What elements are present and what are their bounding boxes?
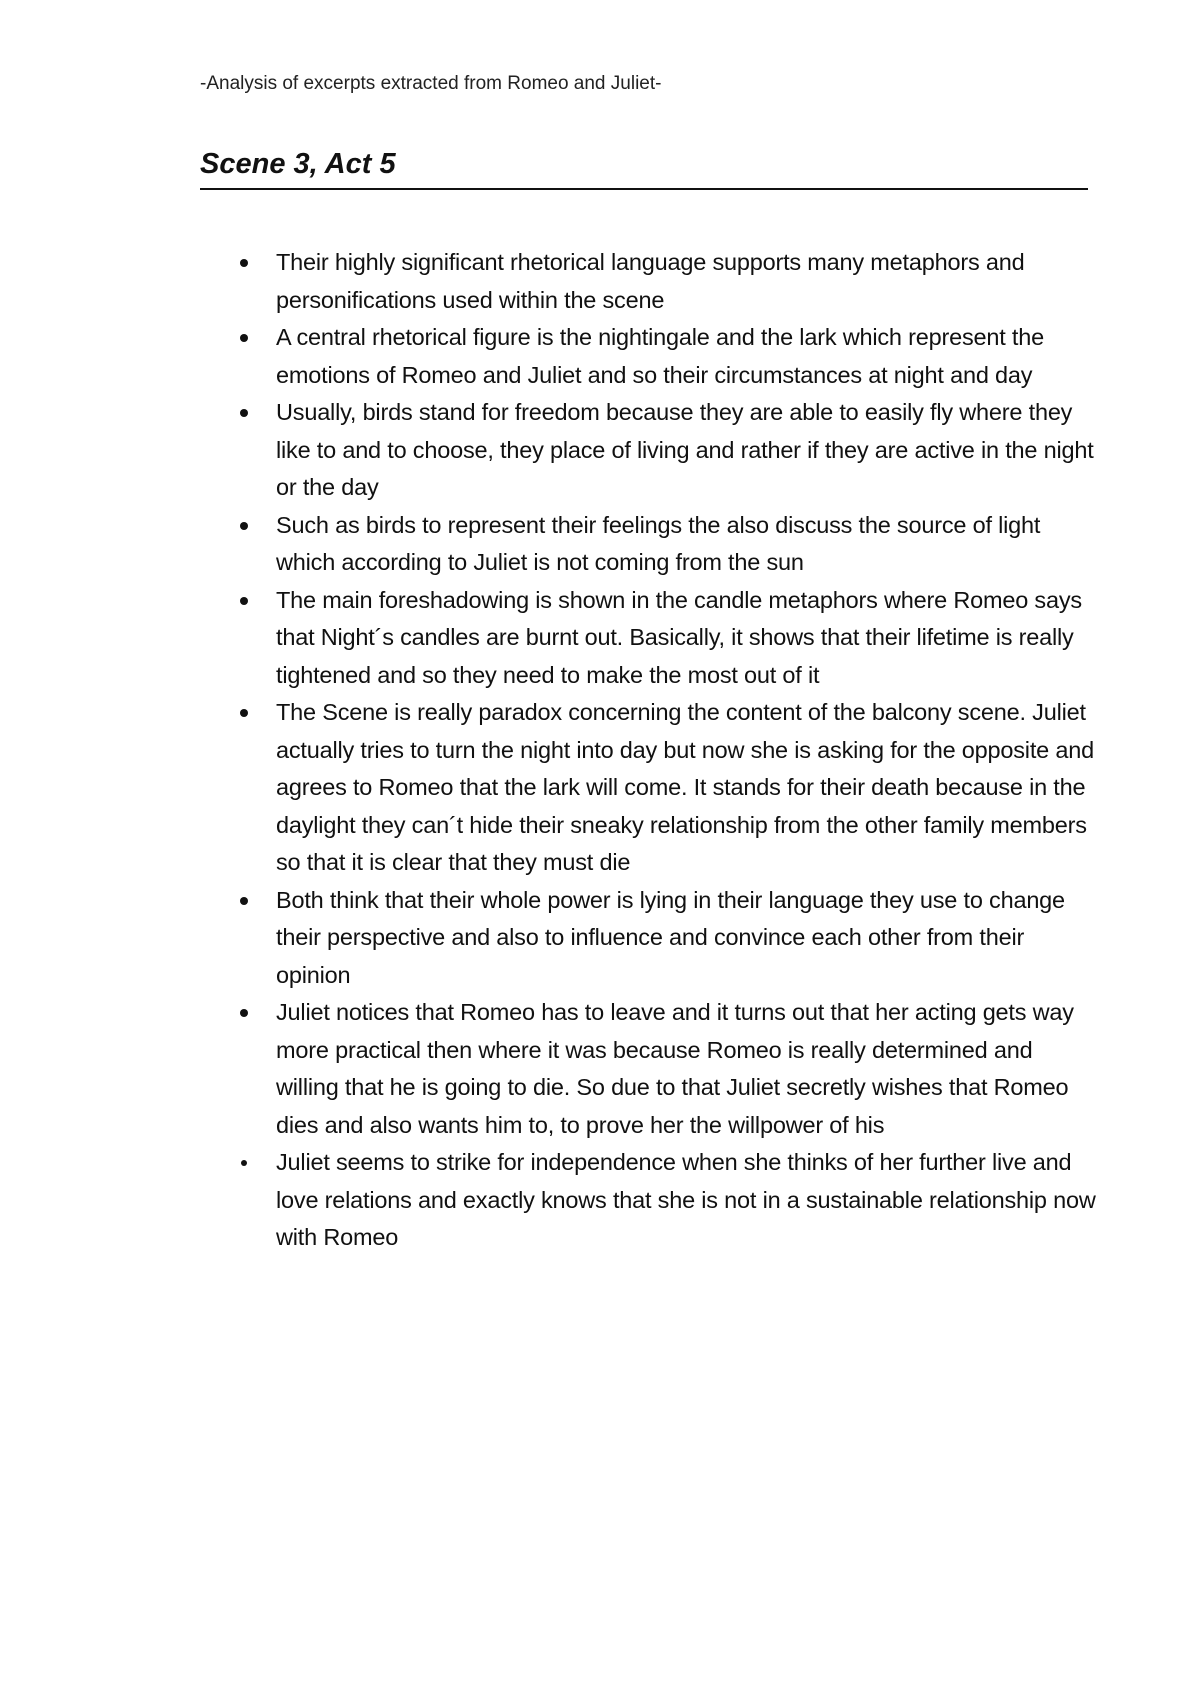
bullet-icon: [240, 709, 248, 717]
bullet-text: Their highly significant rhetorical language supports many metaphors and personifications used within the scene: [276, 249, 1025, 313]
page-header: -Analysis of excerpts extracted from Romeo and Juliet-: [200, 73, 662, 94]
bullet-item: [230, 694, 1100, 882]
bullet-item: [230, 244, 1100, 319]
bullet-icon: [240, 409, 248, 417]
bullet-list: [230, 244, 1100, 1257]
bullet-icon: [240, 522, 248, 530]
bullet-text: A central rhetorical figure is the nightingale and the lark which represent the emotions of Romeo and Juliet and so their circumstances at night and day: [276, 324, 1044, 388]
bullet-item: [230, 319, 1100, 394]
bullet-icon: [241, 1160, 247, 1166]
bullet-item: [230, 507, 1100, 582]
bullet-icon: [240, 1009, 248, 1017]
bullet-text: The main foreshadowing is shown in the candle metaphors where Romeo says that Night´s candles are burnt out. Basically, it shows that their lifetime is really tightened and so they need to make the most out of it: [276, 586, 1082, 688]
bullet-text: Usually, birds stand for freedom because they are able to easily fly where they like to and to choose, they place of living and rather if they are active in the night or the day: [276, 399, 1094, 500]
bullet-text: Juliet notices that Romeo has to leave and it turns out that her acting gets way more practical then where it was because Romeo is really determined and willing that he is going to die. So due to that Juliet secretly wishes that Romeo dies and also wants him to, to prove her the willpower of his: [276, 999, 1074, 1138]
bullet-item: [230, 394, 1100, 507]
section-title: Scene 3, Act 5: [200, 146, 1088, 190]
bullet-icon: [240, 259, 248, 267]
bullet-item: [230, 994, 1100, 1144]
bullet-text: Both think that their whole power is lying in their language they use to change their perspective and also to influence and convince each other from their opinion: [276, 886, 1065, 988]
bullet-item: [230, 582, 1100, 695]
bullet-icon: [240, 597, 248, 605]
bullet-item: [230, 882, 1100, 995]
bullet-icon: [240, 897, 248, 905]
bullet-item: [230, 1144, 1100, 1257]
bullet-icon: [240, 334, 248, 342]
bullet-text: The Scene is really paradox concerning the content of the balcony scene. Juliet actually tries to turn the night into day but now she is asking for the opposite and agrees to Romeo that the lark will come. It stands for their death because in the daylight they can´t hide their sneaky relationship from the other family members so that it is clear that they must die: [276, 699, 1094, 875]
bullet-text: Such as birds to represent their feelings the also discuss the source of light which according to Juliet is not coming from the sun: [276, 511, 1041, 575]
bullet-text: Juliet seems to strike for independence when she thinks of her further live and love relations and exactly knows that she is not in a sustainable relationship now with Romeo: [276, 1149, 1096, 1250]
